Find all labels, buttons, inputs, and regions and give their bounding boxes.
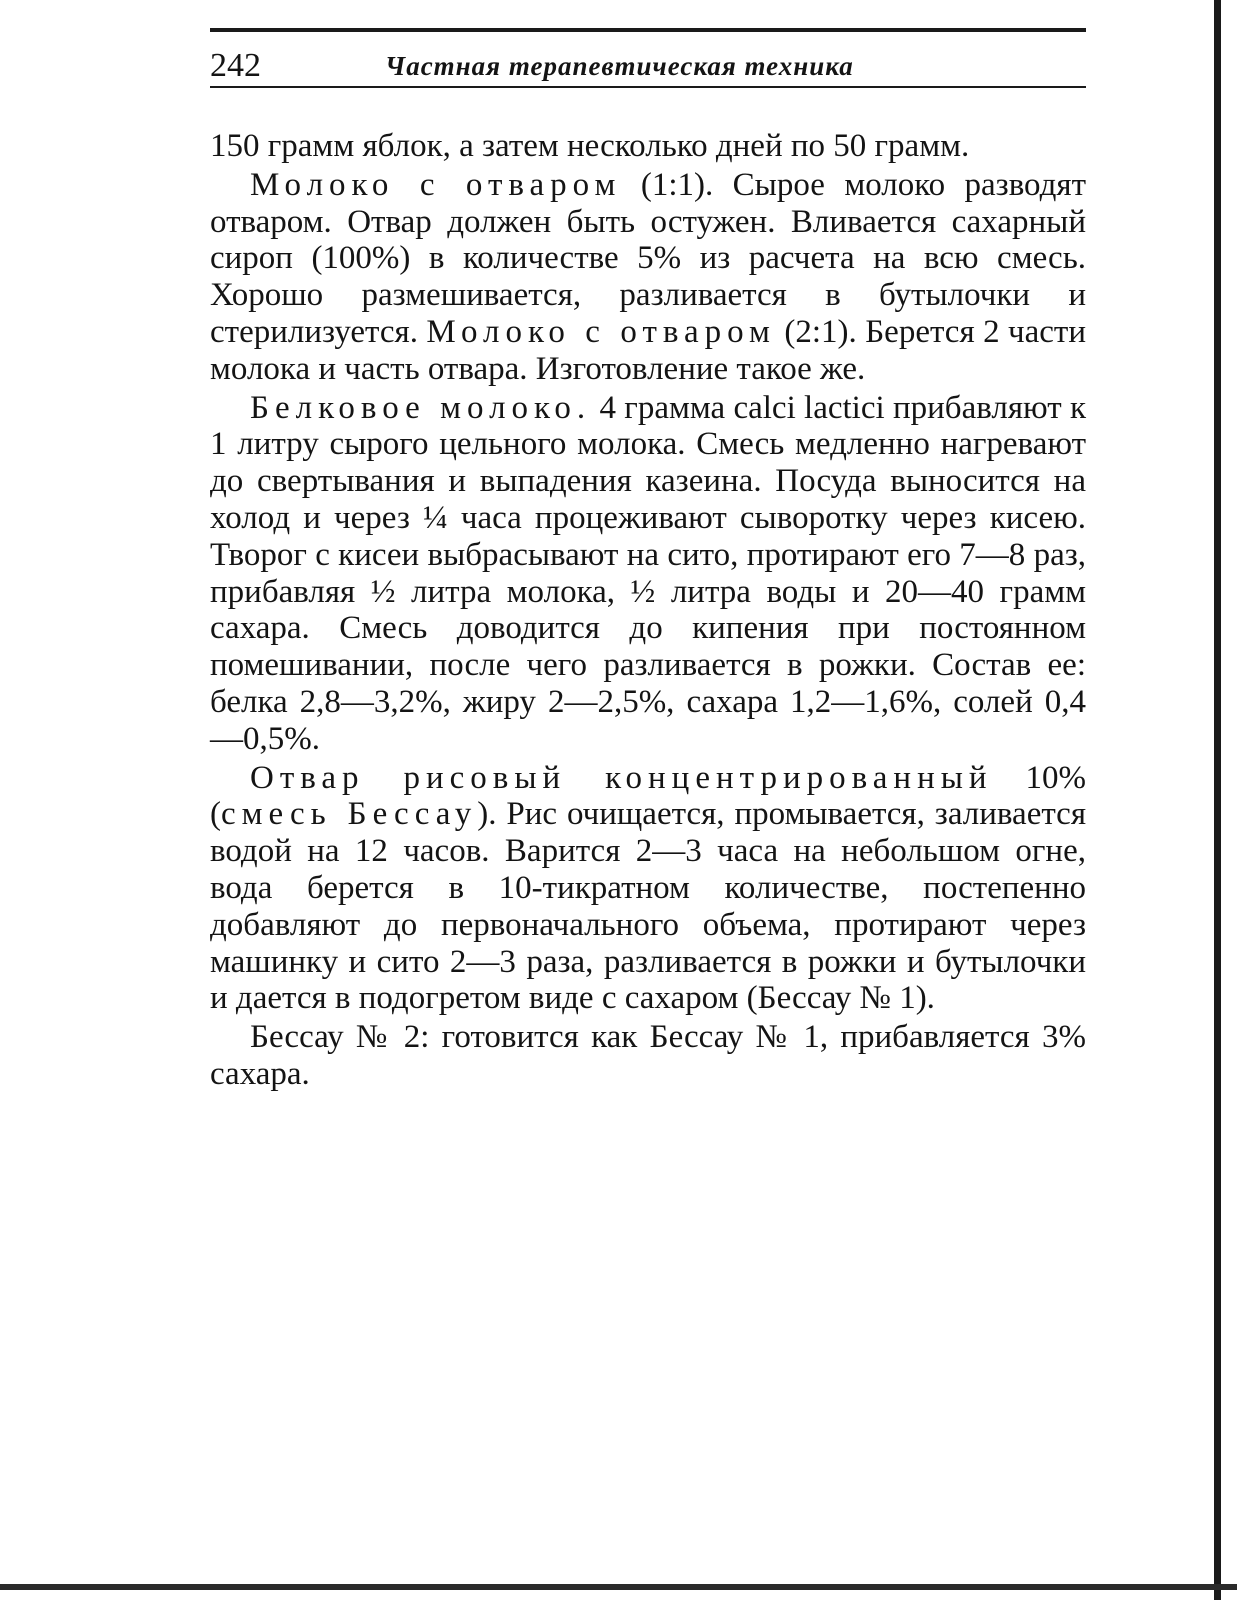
paragraph-text: 10% ( <box>210 759 1086 833</box>
paragraph-rice-decoction <box>210 760 1086 1018</box>
paragraph-text: (1:1). Сырое молоко разводят отваром. Отвар должен быть остужен. Вливается сахарный сироп (100%) в количестве 5% из расчета на всю смесь. Хорошо размешивается, разливается в бутылочки и стерилизуется. <box>210 166 1086 350</box>
book-page <box>210 28 1086 1095</box>
header-rule-top <box>210 28 1086 32</box>
paragraph-lead-second: смесь Бессау <box>221 796 478 833</box>
paragraph-lead-second: Молоко с отваром <box>426 313 776 350</box>
paragraph-text: 150 грамм яблок, а затем несколько дней по 50 грамм. <box>210 128 970 164</box>
paragraph-text: 4 грамма calci lactici прибавляют к 1 литру сырого цельного молока. Смесь медленно нагревают до свертывания и выпадения казеина. Посуда выносится на холод и через ¼ часа процеживают сыворотку через кисею. Творог с кисеи выбрасывают на сито, протирают его 7—8 раз, прибавляя ½ литра молока, ½ литра воды и 20—40 грамм сахара. Смесь доводится до кипения при постоянном помешивании, после чего разливается в рожки. Состав ее: белка 2,8—3,2%, жиру 2—2,5%, сахара 1,2—1,6%, солей 0,4—0,5%. <box>210 389 1087 757</box>
paragraph-text-second: ). Рис очищается, промывается, заливается водой на 12 часов. Варится 2—3 часа на небольшом огне, вода берется в 10-тикратном количестве, постепенно добавляют до первоначального объема, протирают через машинку и сито 2—3 раза, разливается в рожки и бутылочки и дается в подогретом виде с сахаром (Бессау № 1). <box>210 796 1086 1017</box>
paragraph-apples <box>210 128 1086 165</box>
header-rule-bottom <box>210 86 1086 88</box>
paragraph-lead: Отвар рисовый концентрированный <box>250 759 993 796</box>
paragraph-milk-with-decoction <box>210 167 1086 388</box>
paragraph-lead: Молоко с отваром <box>250 166 622 203</box>
running-head <box>210 38 1086 86</box>
page-edge-bottom <box>0 1584 1237 1590</box>
page-edge-right <box>1214 0 1221 1600</box>
paragraph-text-second: (2:1). Берется 2 части молока и часть отвара. Изготовление такое же. <box>210 313 1086 387</box>
paragraph-protein-milk <box>210 390 1086 758</box>
body-text <box>210 128 1086 1093</box>
paragraph-text: Бессау № 2: готовится как Бессау № 1, прибавляется 3% сахара. <box>210 1019 1086 1092</box>
paragraph-bessau-2 <box>210 1019 1086 1093</box>
running-title: Частная терапевтическая техника <box>385 51 854 81</box>
paragraph-lead: Белковое молоко. <box>250 389 592 426</box>
page-number: 242 <box>210 47 261 84</box>
